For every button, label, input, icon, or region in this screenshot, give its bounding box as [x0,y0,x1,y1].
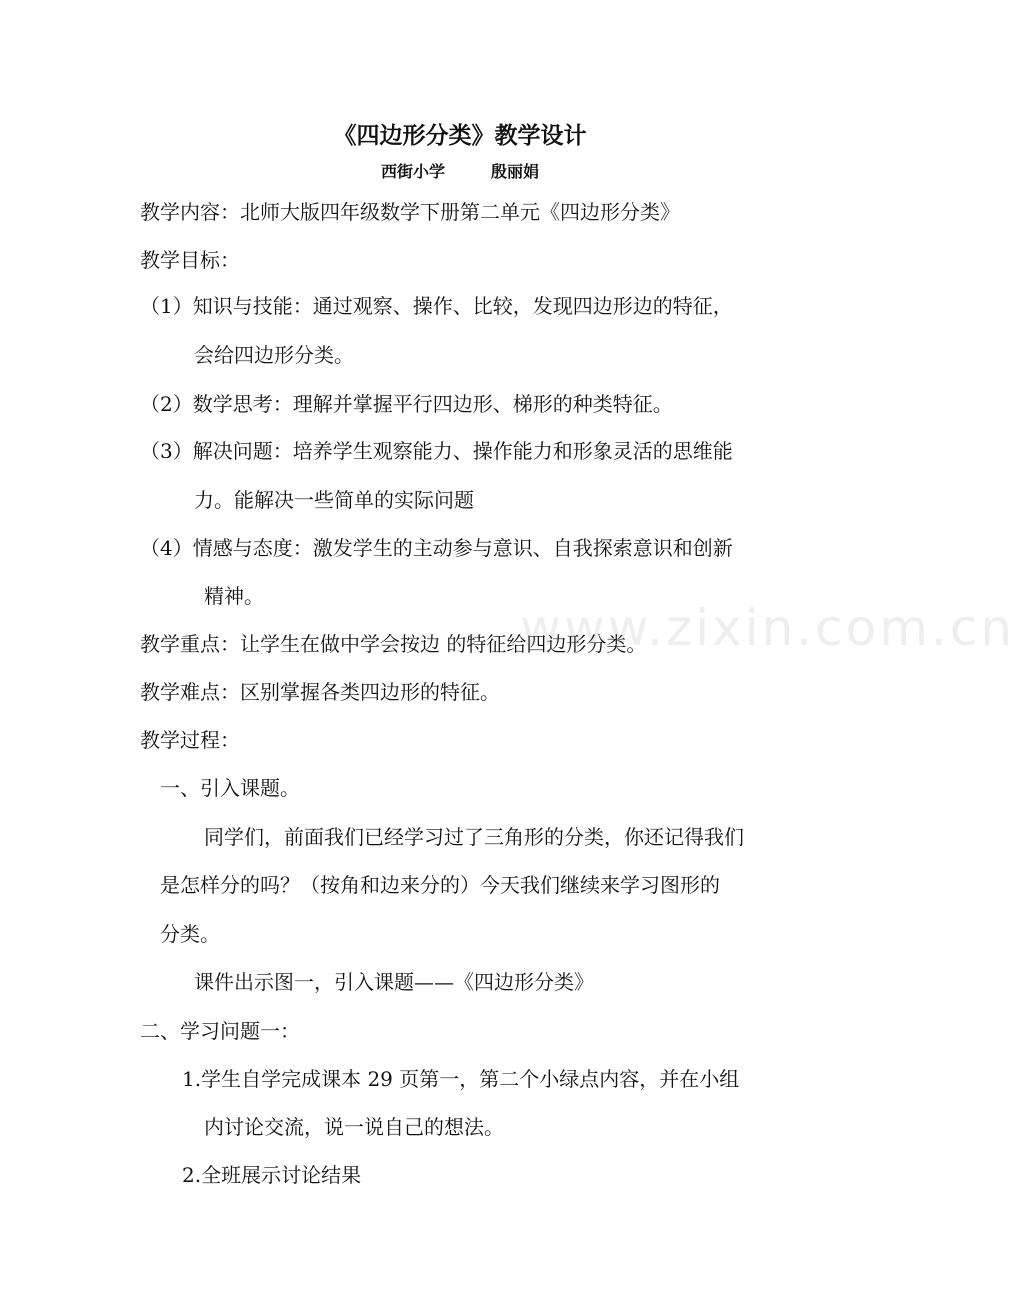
difficulty: 教学难点：区别掌握各类四边形的特征。 [140,680,500,704]
step-1-title: 一、引入课题。 [160,776,300,800]
document-title: 《四边形分类》教学设计 [333,123,587,149]
step-1-courseware: 课件出示图一，引入课题——《四边形分类》 [194,970,594,994]
step-2-item-1-line-1: 1.学生自学完成课本 29 页第一，第二个小绿点内容，并在小组 [182,1067,740,1091]
step-2-title: 二、学习问题一： [140,1019,300,1043]
goal-3-line-2: 力。能解决一些简单的实际问题 [194,488,474,512]
goals-heading: 教学目标： [140,248,240,272]
author-name: 殷丽娟 [491,162,540,181]
author-line [0,160,920,184]
goal-3-line-1: （3）解决问题：培养学生观察能力、操作能力和形象灵活的思维能 [140,439,733,463]
step-1-paragraph-line-3: 分类。 [160,922,220,946]
process-heading: 教学过程： [140,728,240,752]
step-2-item-1-line-2: 内讨论交流，说一说自己的想法。 [204,1115,504,1139]
goal-4-line-2: 精神。 [204,584,264,608]
goal-1-line-1: （1）知识与技能：通过观察、操作、比较，发现四边形边的特征， [140,294,733,318]
step-1-paragraph-line-1: 同学们，前面我们已经学习过了三角形的分类，你还记得我们 [204,825,744,849]
step-1-paragraph-line-2: 是怎样分的吗？（按角和边来分的）今天我们继续来学习图形的 [160,873,720,897]
key-point: 教学重点：让学生在做中学会按边 的特征给四边形分类。 [140,632,647,656]
goal-1-line-2: 会给四边形分类。 [194,343,354,367]
step-2-item-2: 2.全班展示讨论结果 [182,1163,362,1187]
goal-2: （2）数学思考：理解并掌握平行四边形、梯形的种类特征。 [140,392,673,416]
watermark: www.zixin.com.cn [520,599,1015,657]
goal-4-line-1: （4）情感与态度：激发学生的主动参与意识、自我探索意识和创新 [140,536,733,560]
school-name: 西街小学 [380,162,445,181]
teaching-content: 教学内容：北师大版四年级数学下册第二单元《四边形分类》 [140,200,680,224]
